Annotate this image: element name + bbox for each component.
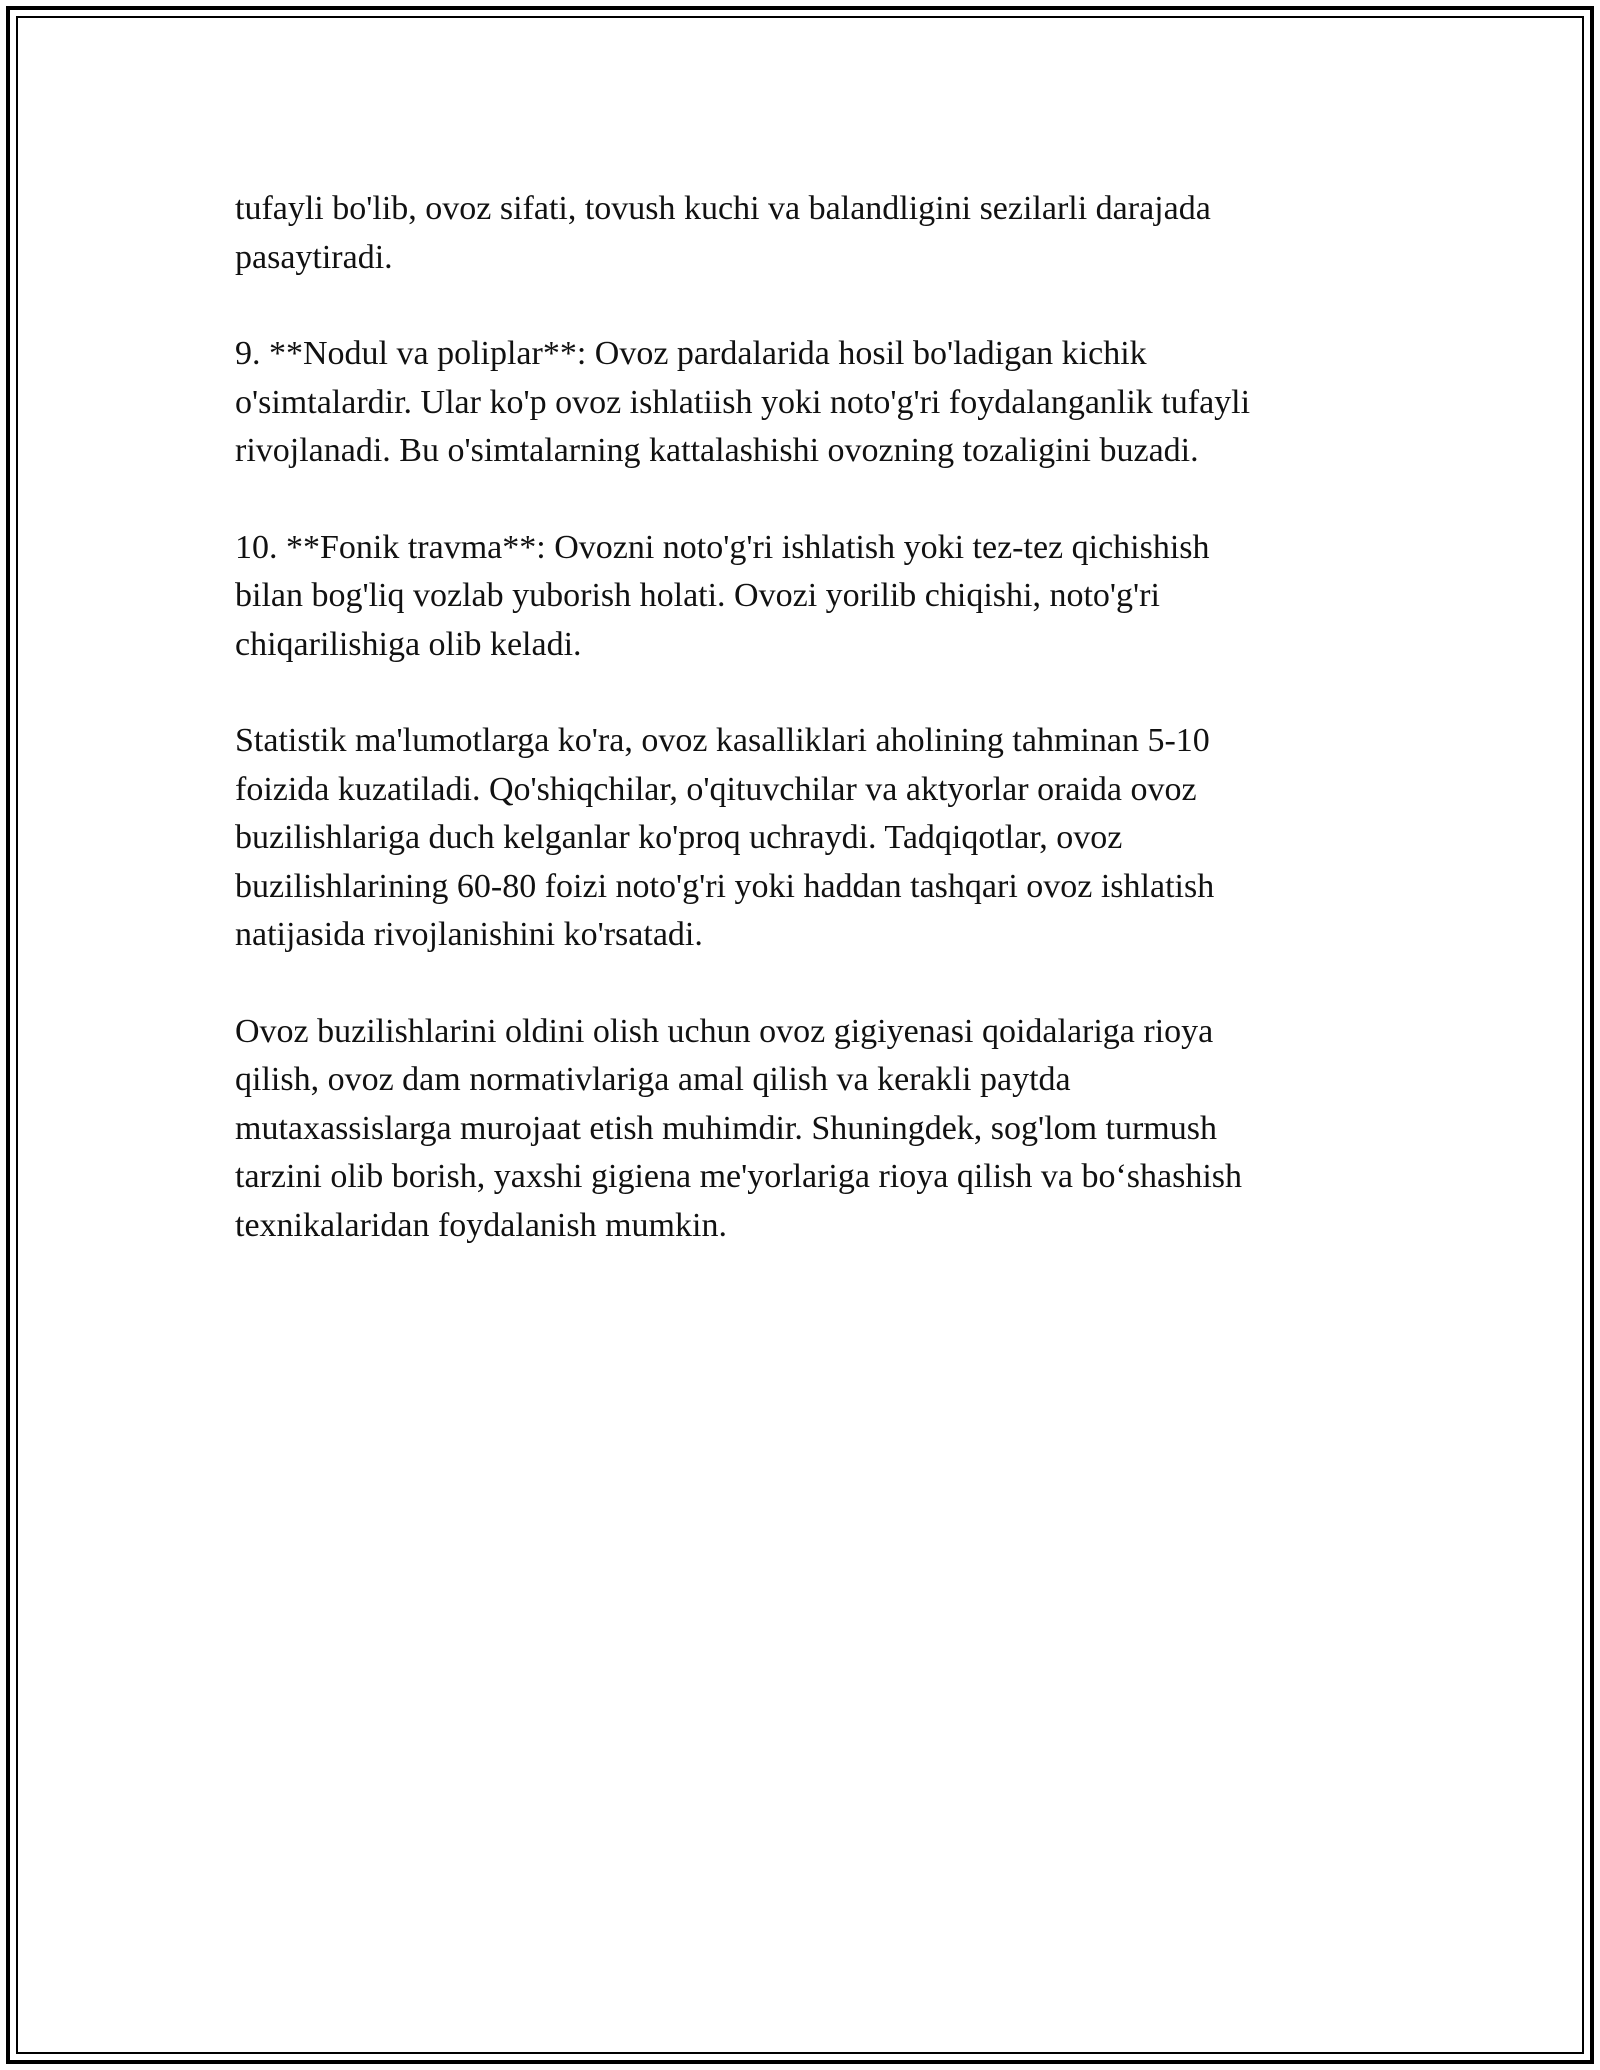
text-line: mutaxassislarga murojaat etish muhimdir. Shuningdek, sog'lom turmush: [235, 1109, 1217, 1147]
text-line: texnikalaridan foydalanish mumkin.: [235, 1206, 727, 1244]
paragraph-nodul-poliplar: [235, 330, 1365, 476]
text-line: rivojlanadi. Bu o'simtalarning kattalashishi ovozning tozaligini buzadi.: [235, 432, 1199, 469]
text-line: buzilishlarining 60-80 foizi noto'g'ri yoki haddan tashqari ovoz ishlatish: [235, 867, 1215, 905]
text-line: 9. **Nodul va poliplar**: Ovoz pardalarida hosil bo'ladigan kichik: [235, 335, 1147, 372]
paragraph-prevention: [235, 1008, 1365, 1251]
text-line: Statistik ma'lumotlarga ko'ra, ovoz kasalliklari aholining tahminan 5-10: [235, 722, 1210, 759]
paragraph-continuation: [235, 185, 1365, 282]
text-line: natijasida rivojlanishini ko'rsatadi.: [235, 916, 703, 953]
text-line: foizida kuzatiladi. Qo'shiqchilar, o'qituvchilar va aktyorlar oraida ovoz: [235, 770, 1197, 808]
text-line: tufayli bo'lib, ovoz sifati, tovush kuchi va balandligini sezilarli darajada: [235, 190, 1211, 227]
text-line: tarzini olib borish, yaxshi gigiena me'yorlariga rioya qilish va bo‘shashish: [235, 1158, 1243, 1195]
document-body: [235, 185, 1365, 1298]
text-line: bilan bog'liq vozlab yuborish holati. Ovozi yorilib chiqishi, noto'g'ri: [235, 577, 1160, 614]
text-line: 10. **Fonik travma**: Ovozni noto'g'ri ishlatish yoki tez-tez qichishish: [235, 528, 1210, 566]
paragraph-statistics: [235, 717, 1365, 960]
paragraph-fonik-travma: [235, 524, 1365, 670]
text-line: buzilishlariga duch kelganlar ko'proq uchraydi. Tadqiqotlar, ovoz: [235, 819, 1123, 856]
text-line: Ovoz buzilishlarini oldini olish uchun ovoz gigiyenasi qoidalariga rioya: [235, 1012, 1214, 1050]
text-line: qilish, ovoz dam normativlariga amal qilish va kerakli paytda: [235, 1061, 1071, 1098]
text-line: chiqarilishiga olib keladi.: [235, 625, 582, 663]
text-line: pasaytiradi.: [235, 238, 393, 276]
text-line: o'simtalardir. Ular ko'p ovoz ishlatiish yoki noto'g'ri foydalanganlik tufayli: [235, 383, 1251, 421]
